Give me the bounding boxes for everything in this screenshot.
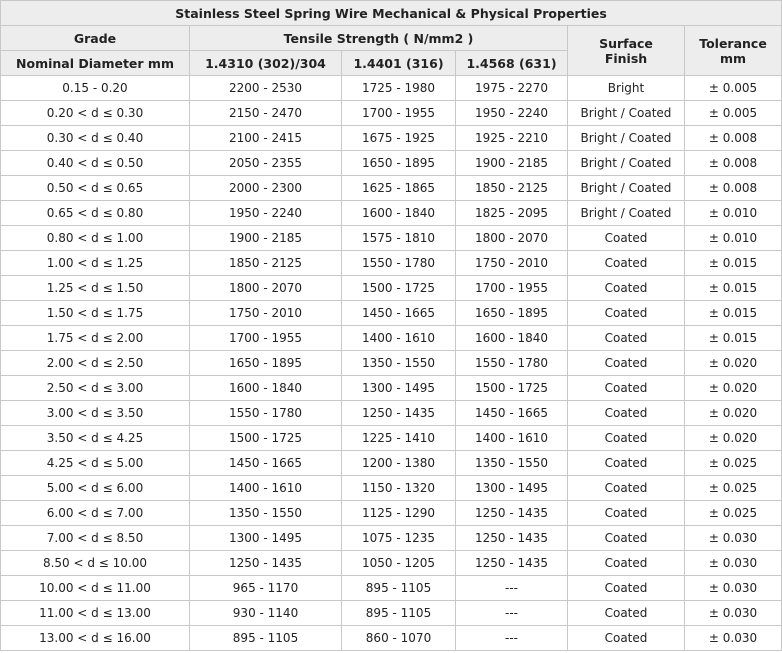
grade-2-strength-cell: 1300 - 1495 (342, 376, 456, 401)
grade-1-strength-cell: 1600 - 1840 (190, 376, 342, 401)
grade-3-strength-cell: 1400 - 1610 (456, 426, 568, 451)
tolerance-cell: ± 0.020 (685, 401, 782, 426)
grade-2-strength-cell: 1600 - 1840 (342, 201, 456, 226)
table-row (1, 76, 782, 101)
grade-1-strength-cell: 1250 - 1435 (190, 551, 342, 576)
grade-3-strength-cell: 1250 - 1435 (456, 551, 568, 576)
grade-2-strength-cell: 1625 - 1865 (342, 176, 456, 201)
table-row (1, 576, 782, 601)
tolerance-cell: ± 0.015 (685, 276, 782, 301)
diameter-cell: 1.00 < d ≤ 1.25 (1, 251, 190, 276)
grade-1-strength-cell: 2200 - 2530 (190, 76, 342, 101)
grade-1-strength-cell: 2000 - 2300 (190, 176, 342, 201)
grade-1-strength-cell: 895 - 1105 (190, 626, 342, 651)
diameter-cell: 0.40 < d ≤ 0.50 (1, 151, 190, 176)
surface-finish-header (568, 26, 685, 76)
table-row (1, 376, 782, 401)
surface-finish-cell: Coated (568, 401, 685, 426)
table-row (1, 101, 782, 126)
tolerance-header-line1: Tolerance (699, 35, 767, 51)
grade-1-strength-cell: 1350 - 1550 (190, 501, 342, 526)
grade-1-strength-cell: 2050 - 2355 (190, 151, 342, 176)
tolerance-cell: ± 0.015 (685, 301, 782, 326)
surface-finish-header-line1: Surface (599, 35, 653, 51)
grade-1-strength-cell: 1700 - 1955 (190, 326, 342, 351)
table-row (1, 401, 782, 426)
grade-2-strength-cell: 1350 - 1550 (342, 351, 456, 376)
grade-1-strength-cell: 930 - 1140 (190, 601, 342, 626)
grade-1-header: 1.4310 (302)/304 (190, 51, 342, 76)
tolerance-cell: ± 0.015 (685, 326, 782, 351)
table-row (1, 501, 782, 526)
grade-1-strength-cell: 965 - 1170 (190, 576, 342, 601)
tolerance-cell: ± 0.020 (685, 426, 782, 451)
grade-2-strength-cell: 895 - 1105 (342, 576, 456, 601)
grade-3-strength-cell: --- (456, 626, 568, 651)
grade-3-strength-cell: 1925 - 2210 (456, 126, 568, 151)
diameter-cell: 2.50 < d ≤ 3.00 (1, 376, 190, 401)
tolerance-cell: ± 0.015 (685, 251, 782, 276)
grade-1-strength-cell: 2100 - 2415 (190, 126, 342, 151)
tensile-strength-header: Tensile Strength ( N/mm2 ) (190, 26, 568, 51)
tolerance-cell: ± 0.030 (685, 576, 782, 601)
table-row (1, 276, 782, 301)
diameter-cell: 2.00 < d ≤ 2.50 (1, 351, 190, 376)
grade-3-strength-cell: 1975 - 2270 (456, 76, 568, 101)
grade-3-strength-cell: 1500 - 1725 (456, 376, 568, 401)
grade-2-strength-cell: 1400 - 1610 (342, 326, 456, 351)
surface-finish-cell: Bright / Coated (568, 126, 685, 151)
grade-3-strength-cell: 1700 - 1955 (456, 276, 568, 301)
tolerance-cell: ± 0.030 (685, 601, 782, 626)
grade-2-strength-cell: 860 - 1070 (342, 626, 456, 651)
tolerance-cell: ± 0.025 (685, 501, 782, 526)
table-row (1, 476, 782, 501)
grade-2-header: 1.4401 (316) (342, 51, 456, 76)
grade-1-strength-cell: 1550 - 1780 (190, 401, 342, 426)
surface-finish-cell: Coated (568, 251, 685, 276)
surface-finish-cell: Bright / Coated (568, 176, 685, 201)
grade-3-strength-cell: 1600 - 1840 (456, 326, 568, 351)
table-row (1, 601, 782, 626)
table-body (1, 76, 782, 651)
diameter-cell: 0.20 < d ≤ 0.30 (1, 101, 190, 126)
tolerance-header-line2: mm (719, 50, 747, 66)
table-row (1, 301, 782, 326)
diameter-cell: 1.50 < d ≤ 1.75 (1, 301, 190, 326)
grade-1-strength-cell: 1800 - 2070 (190, 276, 342, 301)
diameter-cell: 3.00 < d ≤ 3.50 (1, 401, 190, 426)
grade-3-strength-cell: 1900 - 2185 (456, 151, 568, 176)
grade-3-strength-cell: 1350 - 1550 (456, 451, 568, 476)
grade-2-strength-cell: 1700 - 1955 (342, 101, 456, 126)
table-row (1, 426, 782, 451)
grade-3-strength-cell: 1950 - 2240 (456, 101, 568, 126)
tolerance-cell: ± 0.008 (685, 126, 782, 151)
surface-finish-cell: Coated (568, 276, 685, 301)
grade-1-strength-cell: 1850 - 2125 (190, 251, 342, 276)
grade-header: Grade (1, 26, 190, 51)
grade-3-strength-cell: --- (456, 601, 568, 626)
grade-2-strength-cell: 1650 - 1895 (342, 151, 456, 176)
surface-finish-cell: Coated (568, 426, 685, 451)
grade-2-strength-cell: 1725 - 1980 (342, 76, 456, 101)
surface-finish-cell: Coated (568, 376, 685, 401)
diameter-cell: 7.00 < d ≤ 8.50 (1, 526, 190, 551)
table-row (1, 626, 782, 651)
surface-finish-cell: Coated (568, 501, 685, 526)
grade-1-strength-cell: 1500 - 1725 (190, 426, 342, 451)
tolerance-cell: ± 0.005 (685, 76, 782, 101)
grade-1-strength-cell: 1750 - 2010 (190, 301, 342, 326)
diameter-cell: 0.15 - 0.20 (1, 76, 190, 101)
grade-2-strength-cell: 1225 - 1410 (342, 426, 456, 451)
diameter-cell: 0.50 < d ≤ 0.65 (1, 176, 190, 201)
table-row (1, 151, 782, 176)
diameter-cell: 11.00 < d ≤ 13.00 (1, 601, 190, 626)
table-row (1, 126, 782, 151)
grade-3-strength-cell: 1250 - 1435 (456, 501, 568, 526)
diameter-cell: 5.00 < d ≤ 6.00 (1, 476, 190, 501)
tolerance-cell: ± 0.025 (685, 451, 782, 476)
tolerance-cell: ± 0.020 (685, 351, 782, 376)
grade-2-strength-cell: 1125 - 1290 (342, 501, 456, 526)
diameter-cell: 6.00 < d ≤ 7.00 (1, 501, 190, 526)
table-row (1, 326, 782, 351)
grade-3-strength-cell: 1550 - 1780 (456, 351, 568, 376)
grade-2-strength-cell: 1150 - 1320 (342, 476, 456, 501)
grade-2-strength-cell: 1250 - 1435 (342, 401, 456, 426)
grade-1-strength-cell: 1950 - 2240 (190, 201, 342, 226)
grade-2-strength-cell: 1575 - 1810 (342, 226, 456, 251)
diameter-cell: 0.65 < d ≤ 0.80 (1, 201, 190, 226)
surface-finish-cell: Bright (568, 76, 685, 101)
surface-finish-cell: Bright / Coated (568, 201, 685, 226)
tolerance-cell: ± 0.025 (685, 476, 782, 501)
grade-3-strength-cell: 1825 - 2095 (456, 201, 568, 226)
grade-1-strength-cell: 1650 - 1895 (190, 351, 342, 376)
diameter-cell: 13.00 < d ≤ 16.00 (1, 626, 190, 651)
grade-3-strength-cell: --- (456, 576, 568, 601)
grade-3-strength-cell: 1800 - 2070 (456, 226, 568, 251)
grade-1-strength-cell: 1900 - 2185 (190, 226, 342, 251)
diameter-cell: 4.25 < d ≤ 5.00 (1, 451, 190, 476)
table-row (1, 351, 782, 376)
surface-finish-cell: Coated (568, 351, 685, 376)
grade-1-strength-cell: 1400 - 1610 (190, 476, 342, 501)
surface-finish-cell: Coated (568, 626, 685, 651)
surface-finish-cell: Coated (568, 551, 685, 576)
tolerance-cell: ± 0.005 (685, 101, 782, 126)
grade-3-strength-cell: 1300 - 1495 (456, 476, 568, 501)
tolerance-header (685, 26, 782, 76)
surface-finish-cell: Coated (568, 601, 685, 626)
nominal-diameter-header: Nominal Diameter mm (1, 51, 190, 76)
grade-1-strength-cell: 1300 - 1495 (190, 526, 342, 551)
grade-3-strength-cell: 1750 - 2010 (456, 251, 568, 276)
table-row (1, 226, 782, 251)
diameter-cell: 0.80 < d ≤ 1.00 (1, 226, 190, 251)
surface-finish-header-line2: Finish (604, 50, 648, 66)
table-row (1, 176, 782, 201)
tolerance-cell: ± 0.010 (685, 201, 782, 226)
tolerance-cell: ± 0.020 (685, 376, 782, 401)
grade-2-strength-cell: 1200 - 1380 (342, 451, 456, 476)
table-row (1, 251, 782, 276)
diameter-cell: 10.00 < d ≤ 11.00 (1, 576, 190, 601)
diameter-cell: 8.50 < d ≤ 10.00 (1, 551, 190, 576)
surface-finish-cell: Coated (568, 326, 685, 351)
tolerance-cell: ± 0.008 (685, 151, 782, 176)
surface-finish-cell: Coated (568, 301, 685, 326)
grade-3-strength-cell: 1450 - 1665 (456, 401, 568, 426)
tolerance-cell: ± 0.008 (685, 176, 782, 201)
tolerance-cell: ± 0.010 (685, 226, 782, 251)
surface-finish-cell: Coated (568, 226, 685, 251)
grade-2-strength-cell: 1550 - 1780 (342, 251, 456, 276)
grade-2-strength-cell: 1450 - 1665 (342, 301, 456, 326)
grade-3-strength-cell: 1850 - 2125 (456, 176, 568, 201)
grade-3-strength-cell: 1650 - 1895 (456, 301, 568, 326)
surface-finish-cell: Coated (568, 526, 685, 551)
grade-2-strength-cell: 1050 - 1205 (342, 551, 456, 576)
surface-finish-cell: Coated (568, 576, 685, 601)
diameter-cell: 3.50 < d ≤ 4.25 (1, 426, 190, 451)
table-row (1, 526, 782, 551)
tolerance-cell: ± 0.030 (685, 526, 782, 551)
grade-1-strength-cell: 2150 - 2470 (190, 101, 342, 126)
grade-2-strength-cell: 895 - 1105 (342, 601, 456, 626)
grade-2-strength-cell: 1075 - 1235 (342, 526, 456, 551)
table-row (1, 451, 782, 476)
diameter-cell: 1.25 < d ≤ 1.50 (1, 276, 190, 301)
surface-finish-cell: Bright / Coated (568, 151, 685, 176)
tolerance-cell: ± 0.030 (685, 626, 782, 651)
tolerance-cell: ± 0.030 (685, 551, 782, 576)
surface-finish-cell: Coated (568, 476, 685, 501)
surface-finish-cell: Coated (568, 451, 685, 476)
surface-finish-cell: Bright / Coated (568, 101, 685, 126)
table-title: Stainless Steel Spring Wire Mechanical & Physical Properties (1, 1, 782, 26)
diameter-cell: 0.30 < d ≤ 0.40 (1, 126, 190, 151)
grade-3-strength-cell: 1250 - 1435 (456, 526, 568, 551)
table-row (1, 201, 782, 226)
diameter-cell: 1.75 < d ≤ 2.00 (1, 326, 190, 351)
grade-1-strength-cell: 1450 - 1665 (190, 451, 342, 476)
grade-2-strength-cell: 1675 - 1925 (342, 126, 456, 151)
grade-2-strength-cell: 1500 - 1725 (342, 276, 456, 301)
table-row (1, 551, 782, 576)
grade-3-header: 1.4568 (631) (456, 51, 568, 76)
